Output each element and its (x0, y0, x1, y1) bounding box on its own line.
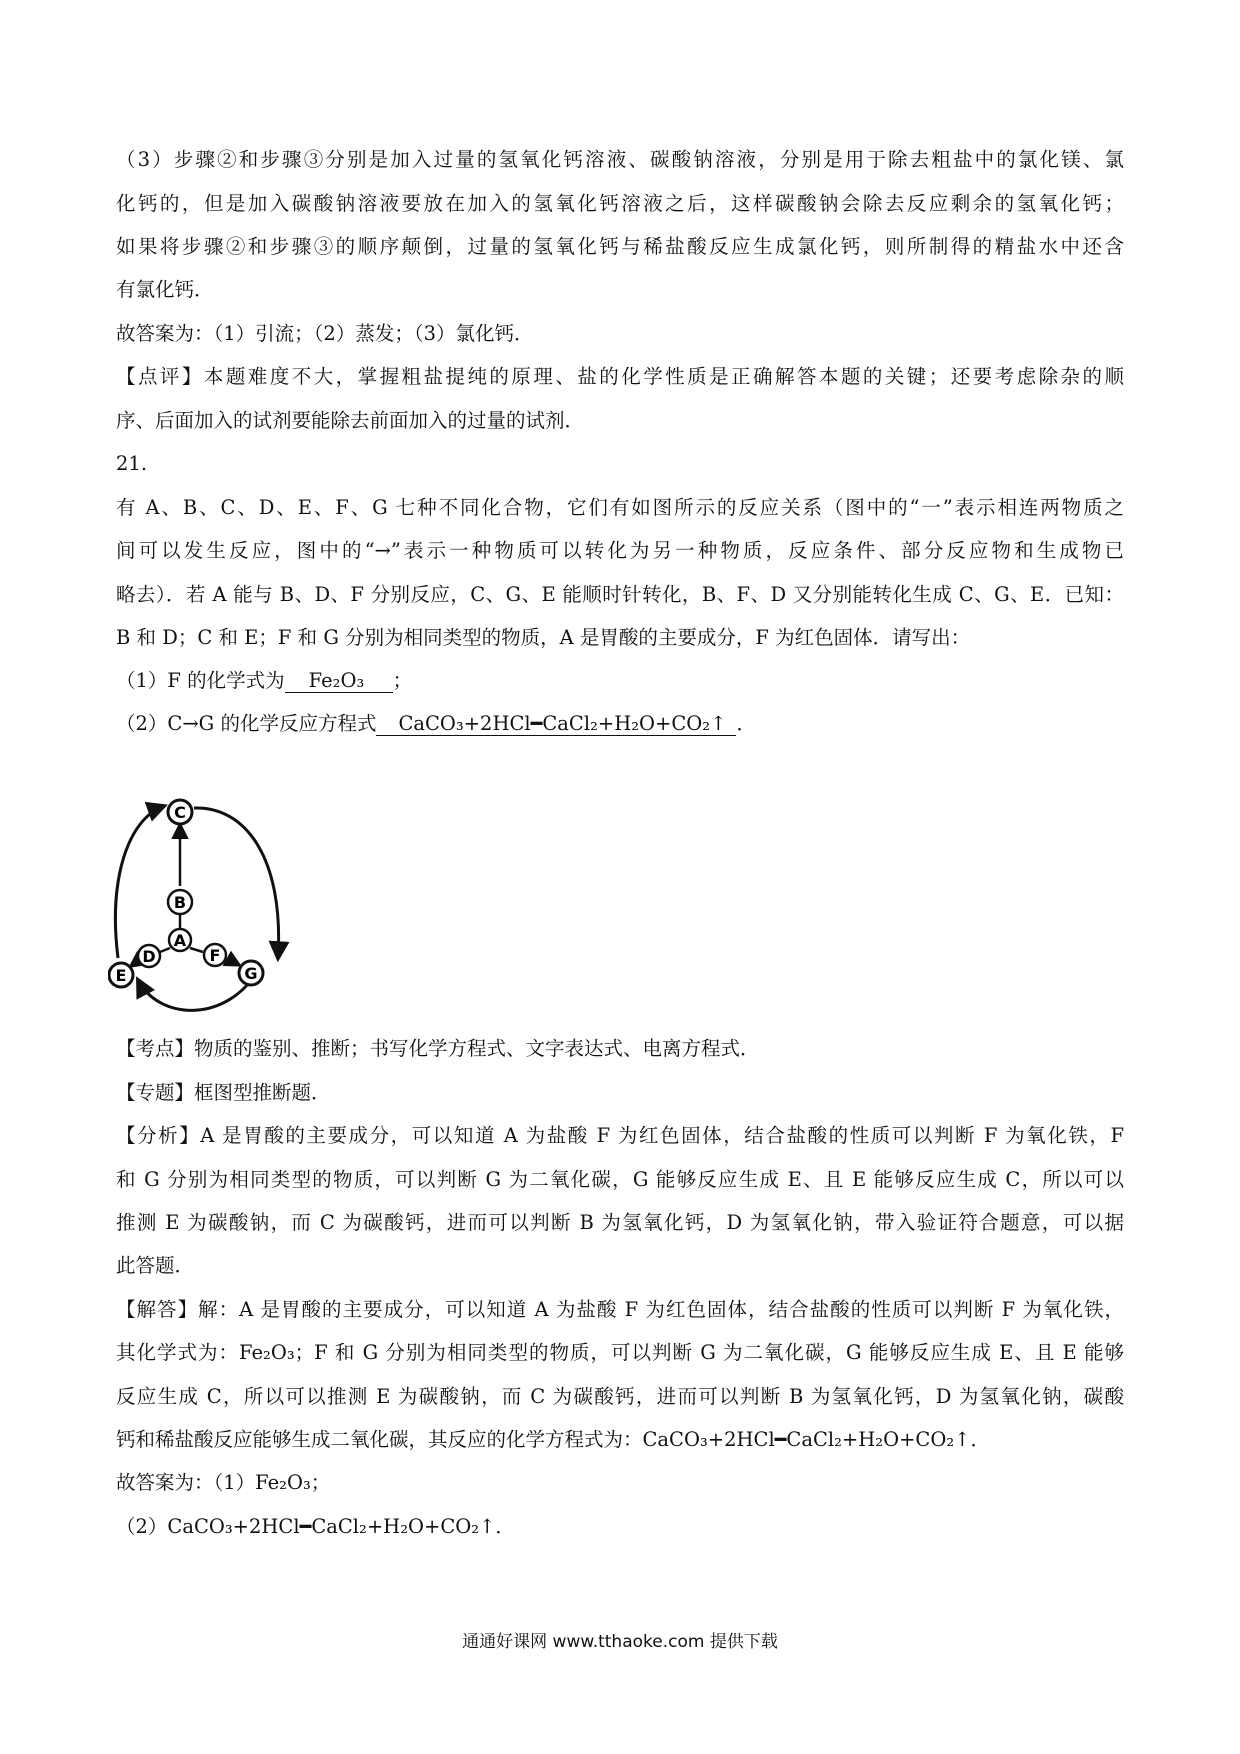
reaction-diagram (108, 784, 306, 1022)
svg-text:G: G (244, 964, 258, 983)
arrow-d-e (131, 961, 138, 966)
solution-line: 其化学式为：Fe₂O₃；F 和 G 分别为相同类型的物质，可以判断 G 为二氧化碳，G 能够反应生成 E、且 E 能够 (116, 1341, 1124, 1364)
node-a (169, 929, 191, 951)
arc-e-to-c (115, 806, 164, 958)
question-line: 间可以发生反应，图中的“→”表示一种物质可以转化为另一种物质，反应条件、部分反应物和生成物已 (116, 539, 1124, 562)
question-line: B 和 D；C 和 E；F 和 G 分别为相同类型的物质，A 是胃酸的主要成分，F 为红色固体．请写出： (116, 626, 971, 649)
node-g (239, 961, 263, 985)
analysis-line: 和 G 分别为相同类型的物质，可以判断 G 为二氧化碳，G 能够反应生成 E、且 E 能够反应生成 C，所以可以 (116, 1168, 1124, 1191)
zhuanti-line: 【专题】框图型推断题． (116, 1081, 331, 1104)
final-answer-line: （2）CaCO₃+2HCl━CaCl₂+H₂O+CO₂↑． (116, 1515, 515, 1538)
svg-text:D: D (142, 947, 156, 966)
node-b (168, 890, 192, 914)
answer-blank-equation: CaCO₃+2HCl━CaCl₂+H₂O+CO₂↑ (376, 713, 736, 736)
node-d (138, 945, 160, 967)
link-a-f (190, 948, 203, 952)
solution-line: 【解答】解：A 是胃酸的主要成分，可以知道 A 为盐酸 F 为红色固体，结合盐酸的性质可以判断 F 为氧化铁， (116, 1298, 1124, 1321)
kaodian-line: 【考点】物质的鉴别、推断；书写化学方程式、文字表达式、电离方程式． (116, 1037, 760, 1060)
node-f (204, 944, 226, 966)
arc-c-to-g (194, 808, 279, 958)
paragraph-line: 有氯化钙． (116, 278, 214, 301)
paragraph-line: （3）步骤②和步骤③分别是加入过量的氢氧化钙溶液、碳酸钠溶液，分别是用于除去粗盐中的氯化镁、氯 (116, 148, 1124, 171)
node-c (168, 800, 192, 824)
comment-line: 【点评】本题难度不大，掌握粗盐提纯的原理、盐的化学性质是正确解答本题的关键；还要考虑除杂的顺 (116, 365, 1124, 388)
svg-text:F: F (209, 946, 221, 965)
sub-question-2-suffix: ． (736, 712, 756, 735)
sub-question-1 (116, 668, 1124, 694)
page-footer: 通通好课网 www.tthaoke.com 提供下载 (462, 1632, 778, 1652)
paragraph-line: 如果将步骤②和步骤③的顺序颠倒，过量的氢氧化钙与稀盐酸反应生成氯化钙，则所制得的精盐水中还含 (116, 235, 1124, 258)
final-answer-line: 故答案为：（1）Fe₂O₃； (116, 1471, 331, 1494)
solution-line: 反应生成 C，所以可以推测 E 为碳酸钠，而 C 为碳酸钙，进而可以判断 B 为氢氧化钙，D 为氢氧化钠，碳酸 (116, 1385, 1124, 1408)
link-a-d (160, 948, 170, 952)
analysis-line: 此答题． (116, 1254, 195, 1277)
svg-text:B: B (173, 893, 187, 912)
comment-line: 序、后面加入的试剂要能除去前面加入的过量的试剂． (116, 409, 585, 432)
svg-text:E: E (115, 966, 127, 985)
answer-blank-formula: Fe₂O₃ (285, 670, 393, 693)
question-line: 有 A、B、C、D、E、F、G 七种不同化合物，它们有如图所示的反应关系（图中的“一”表示相连两物质之 (116, 496, 1124, 519)
node-e (109, 963, 133, 987)
sub-question-2 (116, 711, 1124, 737)
paragraph-line: 化钙的，但是加入碳酸钠溶液要放在加入的氢氧化钙溶液之后，这样碳酸钠会除去反应剩余的氢氧化钙； (116, 192, 1124, 215)
analysis-line: 推测 E 为碳酸钠，而 C 为碳酸钙，进而可以判断 B 为氢氧化钙，D 为氢氧化钠，带入验证符合题意，可以据 (116, 1211, 1124, 1234)
solution-line: 钙和稀盐酸反应能够生成二氧化碳，其反应的化学方程式为：CaCO₃+2HCl━CaCl₂+H₂O+CO₂↑． (116, 1428, 990, 1451)
question-number: 21. (116, 452, 148, 475)
sub-question-1-prefix: （1）F 的化学式为 (116, 669, 285, 692)
answer-summary-line: 故答案为：（1）引流；（2）蒸发；（3）氯化钙． (116, 322, 534, 345)
svg-text:A: A (173, 931, 187, 950)
svg-text:C: C (174, 803, 186, 822)
sub-question-2-prefix: （2）C→G 的化学反应方程式 (116, 712, 377, 735)
analysis-line: 【分析】A 是胃酸的主要成分，可以知道 A 为盐酸 F 为红色固体，结合盐酸的性质可以判断 F 为氧化铁，F (116, 1124, 1124, 1147)
arrow-f-g (228, 959, 239, 965)
sub-question-1-suffix: ； (392, 669, 413, 692)
question-line: 略去）．若 A 能与 B、D、F 分别反应，C、G、E 能顺时针转化，B、F、D 又分别能转化生成 C、G、E．已知： (116, 583, 1124, 606)
